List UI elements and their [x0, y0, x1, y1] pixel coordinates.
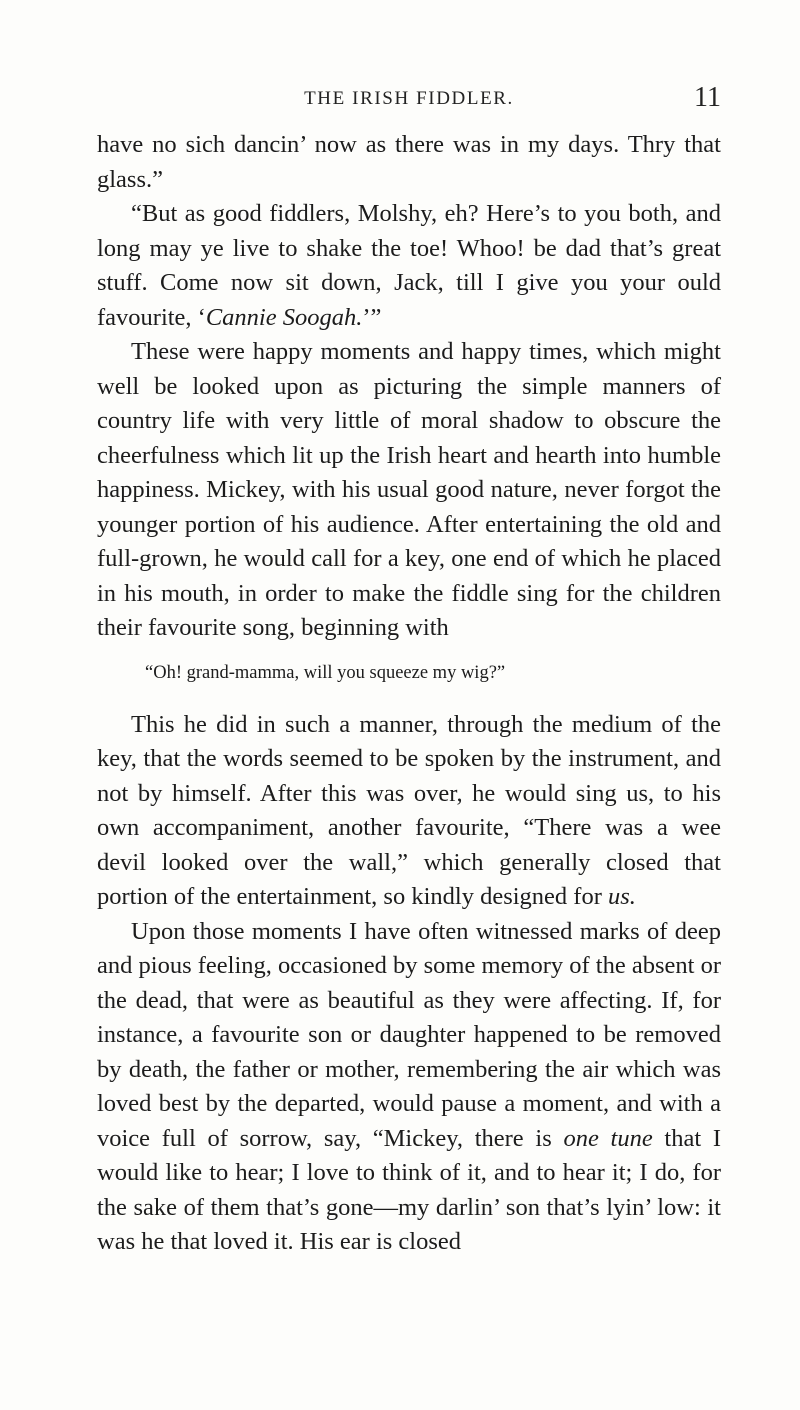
emphasis-us: us.: [607, 883, 636, 910]
body-text: [97, 128, 721, 1260]
song-title: Cannie Soogah.: [205, 303, 363, 331]
paragraph-continuation: have no sich dancin’ now as there was in my days. Thry that glass.”: [97, 131, 721, 193]
emphasis-one-tune: one tune: [563, 1124, 653, 1152]
paragraph-dialogue: “But as good fiddlers, Molshy, eh? Here’s to you both, and long may ye live to shake the toe! Whoo! be dad that’s great stuff. Come now sit down, Jack, till I give you your ould favourite, ‘Cannie Soogah.’”: [97, 200, 721, 331]
running-header: [97, 82, 721, 118]
paragraph-pious-feeling: Upon those moments I have often witnessed marks of deep and pious feeling, occasioned by some memory of the absent or the dead, that were as beautiful as they were affecting. If, for instance, a favourite son or daughter happened to be removed by death, the father or mother, remembering the air which was loved best by the departed, would pause a moment, and with a voice full of sorrow, say, “Mickey, there is one tune that I would like to hear; I love to think of it, and to hear it; I do, for the sake of them that’s gone—my darlin’ son that’s lyin’ low: it was he that loved it. His ear is closed: [97, 917, 722, 1255]
paragraph-key-instrument: This he did in such a manner, through the medium of the key, that the words seemed to be spoken by the instrument, and not by himself. After this was over, he would sing us, to his own accompaniment, another favourite, “There was a wee devil looked over the wall,” which generally closed that portion of the entertainment, so kindly designed for us.: [97, 710, 721, 910]
song-verse: “Oh! grand-mamma, will you squeeze my wig?”: [145, 662, 506, 683]
paragraph-happy-moments: These were happy moments and happy times, which might well be looked upon as picturing the simple manners of country life with very little of moral shadow to obscure the cheerfulness which lit up the Irish heart and hearth into humble happiness. Mickey, with his usual good nature, never forgot the younger portion of his audience. After entertaining the old and full-grown, he would call for a key, one end of which he placed in his mouth, in order to make the fiddle sing for the children their favourite song, beginning with: [97, 338, 721, 641]
running-title: THE IRISH FIDDLER.: [304, 88, 514, 109]
page-number: 11: [694, 82, 721, 113]
